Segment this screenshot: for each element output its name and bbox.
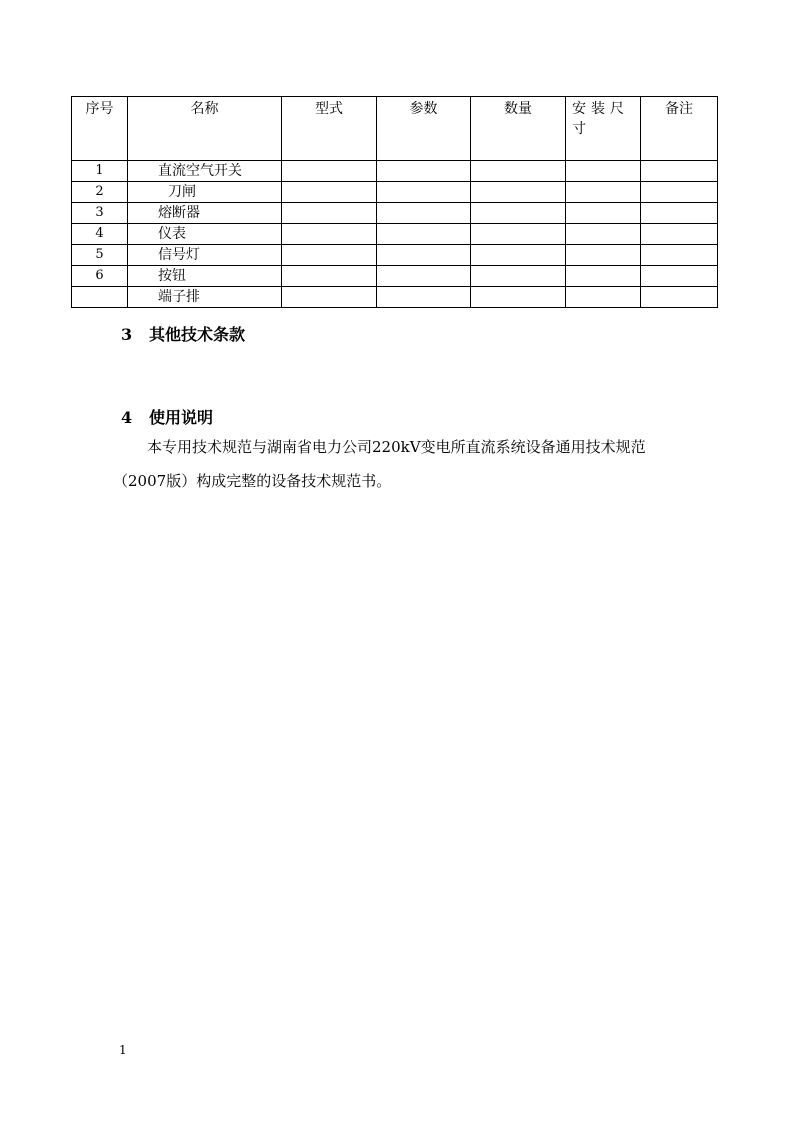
empty-cell bbox=[377, 224, 471, 245]
equipment-table bbox=[71, 96, 718, 308]
header-cell: 参数 bbox=[377, 97, 471, 161]
empty-cell bbox=[471, 182, 566, 203]
page-number: 1 bbox=[119, 1043, 127, 1057]
text-run: 版）构成完整的设备技术规范书。 bbox=[166, 472, 392, 490]
table-row bbox=[72, 224, 718, 245]
table-row bbox=[72, 266, 718, 287]
empty-cell bbox=[282, 266, 377, 287]
empty-cell bbox=[641, 245, 718, 266]
header-cell: 型式 bbox=[282, 97, 377, 161]
empty-cell bbox=[282, 182, 377, 203]
table-row bbox=[72, 245, 718, 266]
text-run: 本专用技术规范与湖南省电力公司 bbox=[147, 438, 373, 456]
empty-cell bbox=[282, 161, 377, 182]
row-name: 端子排 bbox=[128, 287, 282, 308]
section-4-number: 4 bbox=[121, 408, 133, 427]
section-3-number: 3 bbox=[121, 325, 133, 344]
empty-cell bbox=[471, 287, 566, 308]
row-number: 6 bbox=[72, 266, 128, 287]
header-cell: 序号 bbox=[72, 97, 128, 161]
row-number: 1 bbox=[72, 161, 128, 182]
header-cell: 名称 bbox=[128, 97, 282, 161]
empty-cell bbox=[471, 161, 566, 182]
row-name: 信号灯 bbox=[128, 245, 282, 266]
empty-cell bbox=[377, 266, 471, 287]
row-name: 熔断器 bbox=[128, 203, 282, 224]
row-number: 5 bbox=[72, 245, 128, 266]
row-number bbox=[72, 287, 128, 308]
text-run: 2007 bbox=[128, 472, 167, 490]
table-row bbox=[72, 161, 718, 182]
empty-cell bbox=[641, 182, 718, 203]
section-4-heading bbox=[121, 405, 213, 428]
empty-cell bbox=[471, 224, 566, 245]
section-3-title: 其他技术条款 bbox=[149, 325, 246, 344]
empty-cell bbox=[641, 203, 718, 224]
empty-cell bbox=[377, 245, 471, 266]
table-header-row bbox=[72, 97, 718, 161]
row-number: 2 bbox=[72, 182, 128, 203]
empty-cell bbox=[566, 161, 641, 182]
empty-cell bbox=[566, 203, 641, 224]
row-name: 仪表 bbox=[128, 224, 282, 245]
empty-cell bbox=[471, 245, 566, 266]
empty-cell bbox=[471, 266, 566, 287]
section-3-heading bbox=[121, 322, 245, 345]
header-cell: 备注 bbox=[641, 97, 718, 161]
empty-cell bbox=[377, 182, 471, 203]
header-cell: 安装尺寸 bbox=[566, 97, 641, 161]
section-4-title: 使用说明 bbox=[149, 408, 214, 427]
empty-cell bbox=[641, 161, 718, 182]
empty-cell bbox=[566, 245, 641, 266]
empty-cell bbox=[566, 224, 641, 245]
empty-cell bbox=[282, 203, 377, 224]
table-row bbox=[72, 203, 718, 224]
empty-cell bbox=[641, 287, 718, 308]
row-name: 按钮 bbox=[128, 266, 282, 287]
empty-cell bbox=[377, 161, 471, 182]
usage-paragraph-line-2 bbox=[113, 470, 391, 491]
text-run: 220kV bbox=[372, 438, 421, 456]
empty-cell bbox=[641, 266, 718, 287]
empty-cell bbox=[282, 287, 377, 308]
empty-cell bbox=[282, 245, 377, 266]
empty-cell bbox=[282, 224, 377, 245]
empty-cell bbox=[377, 287, 471, 308]
table-row bbox=[72, 287, 718, 308]
usage-paragraph-line-1 bbox=[147, 436, 646, 457]
header-cell: 数量 bbox=[471, 97, 566, 161]
row-number: 3 bbox=[72, 203, 128, 224]
empty-cell bbox=[641, 224, 718, 245]
text-run: 变电所直流系统设备通用技术规范 bbox=[420, 438, 646, 456]
empty-cell bbox=[377, 203, 471, 224]
text-run: （ bbox=[113, 472, 129, 490]
row-number: 4 bbox=[72, 224, 128, 245]
empty-cell bbox=[566, 266, 641, 287]
empty-cell bbox=[566, 287, 641, 308]
row-name: 直流空气开关 bbox=[128, 161, 282, 182]
empty-cell bbox=[471, 203, 566, 224]
row-name: 刀闸 bbox=[128, 182, 282, 203]
table-row bbox=[72, 182, 718, 203]
empty-cell bbox=[566, 182, 641, 203]
